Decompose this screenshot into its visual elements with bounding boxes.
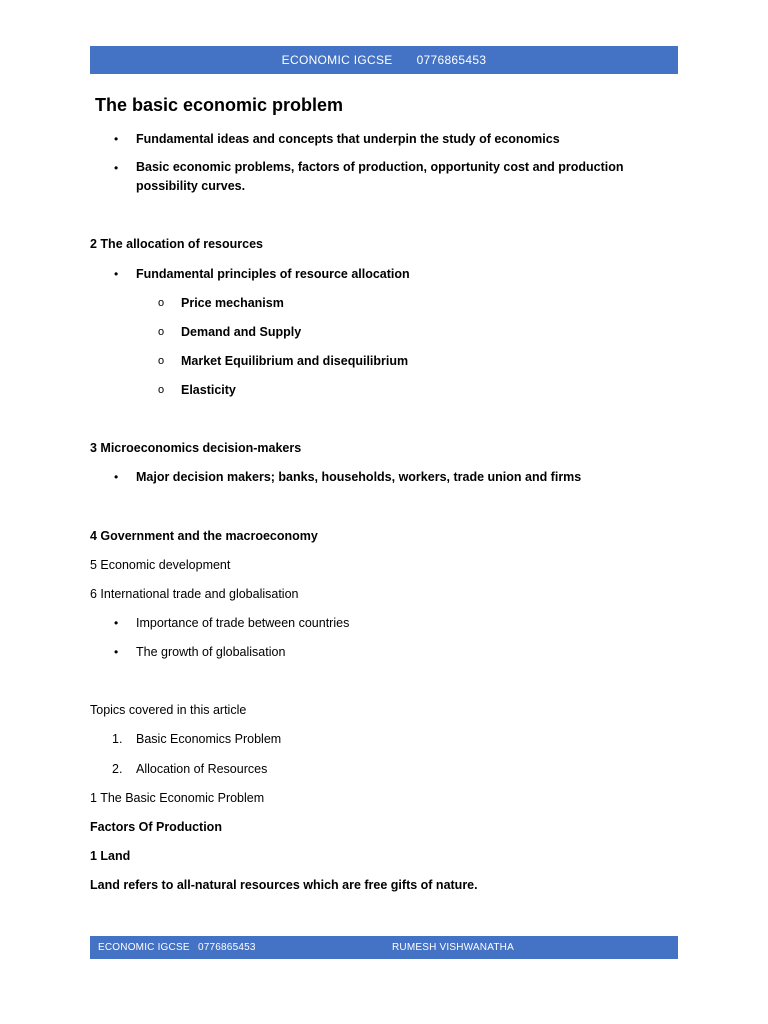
footer-phone: 0776865453: [198, 942, 256, 953]
topics-number-2: 2.: [112, 762, 123, 776]
bullet-marker: •: [114, 616, 119, 630]
section4-heading: 4 Government and the macroeconomy: [90, 529, 318, 543]
footer-author: RUMESH VISHWANATHA: [392, 942, 514, 953]
bullet-marker: •: [114, 161, 119, 175]
header-title: ECONOMIC IGCSE: [281, 53, 393, 67]
body-line-3: 1 Land: [90, 849, 131, 863]
section2-heading: 2 The allocation of resources: [90, 237, 263, 251]
section6-heading: 6 International trade and globalisation: [90, 587, 299, 601]
section6-bullet-1: Importance of trade between countries: [136, 616, 350, 630]
section2-bullet: Fundamental principles of resource allocation: [136, 267, 410, 281]
section2-sub-item-4: Elasticity: [181, 383, 236, 397]
bullet-marker: •: [114, 267, 119, 281]
section2-sub-item-3: Market Equilibrium and disequilibrium: [181, 354, 409, 368]
body-line-2: Factors Of Production: [90, 820, 222, 834]
topics-heading: Topics covered in this article: [90, 703, 247, 717]
section1-bullet-2: Basic economic problems, factors of production, opportunity cost and production possibility curves.: [136, 160, 624, 193]
section5-heading: 5 Economic development: [90, 558, 231, 572]
topics-item-2: Allocation of Resources: [136, 762, 268, 776]
bullet-marker: •: [114, 645, 119, 659]
section3-bullet: Major decision makers; banks, households, workers, trade union and firms: [136, 470, 582, 484]
sub-bullet-marker: o: [158, 384, 165, 396]
section3-heading: 3 Microeconomics decision-makers: [90, 441, 302, 455]
section6-bullet-2: The growth of globalisation: [136, 645, 286, 659]
page-header: [90, 46, 678, 74]
bullet-marker: •: [114, 470, 119, 484]
section2-sub-item-2: Demand and Supply: [181, 325, 302, 339]
body-line-1: 1 The Basic Economic Problem: [90, 791, 265, 805]
footer-title: ECONOMIC IGCSE: [98, 942, 190, 953]
bullet-marker: •: [114, 132, 119, 146]
body-line-4: Land refers to all-natural resources which are free gifts of nature.: [90, 878, 478, 892]
sub-bullet-marker: o: [158, 297, 165, 309]
topics-item-1: Basic Economics Problem: [136, 732, 282, 746]
header-phone: 0776865453: [416, 53, 487, 67]
page-title: The basic economic problem: [95, 95, 344, 115]
page-footer: [90, 936, 678, 959]
sub-bullet-marker: o: [158, 355, 165, 367]
section1-bullet-1: Fundamental ideas and concepts that underpin the study of economics: [136, 132, 560, 146]
section2-sub-item-1: Price mechanism: [181, 296, 284, 310]
sub-bullet-marker: o: [158, 326, 165, 338]
topics-number-1: 1.: [112, 732, 123, 746]
